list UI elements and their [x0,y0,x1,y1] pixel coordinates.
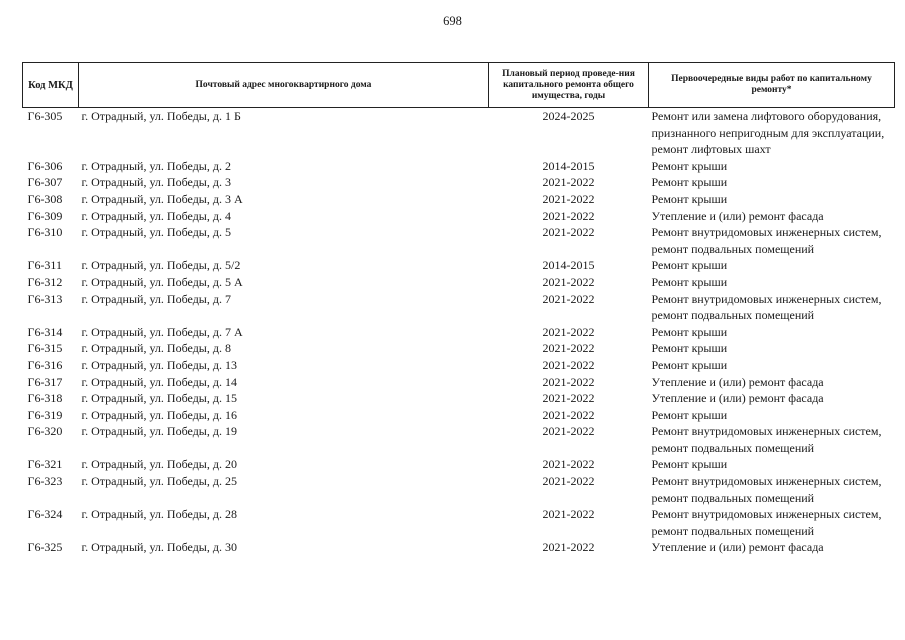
capital-repair-table-container [22,62,894,556]
table-row [23,224,895,257]
row-works: Ремонт внутридомовых инженерных систем, ремонт подвальных помещений [651,291,882,323]
row-code: Г6-310 [27,225,63,240]
table-row [23,423,895,456]
row-code: Г6-306 [27,158,63,173]
row-address: г. Отрадный, ул. Победы, д. 3 А [81,191,243,206]
row-address: г. Отрадный, ул. Победы, д. 8 [81,341,231,356]
row-period: 2024-2025 [542,109,595,123]
row-period: 2014-2015 [542,158,595,173]
table-row [23,390,895,407]
row-code: Г6-313 [27,291,63,306]
row-works: Ремонт или замена лифтового оборудования, признанного непригодным для эксплуатации, ремонт лифтовых шахт [651,109,885,157]
row-address: г. Отрадный, ул. Победы, д. 3 [81,175,231,190]
capital-repair-table [22,62,895,556]
row-period: 2014-2015 [542,258,595,273]
row-period: 2021-2022 [542,407,595,422]
row-address: г. Отрадный, ул. Победы, д. 25 [81,474,237,489]
header-address: Почтовый адрес многоквартирного дома [79,63,489,108]
row-code: Г6-323 [27,474,63,489]
row-works: Ремонт крыши [651,158,728,173]
row-works: Ремонт крыши [651,407,728,422]
row-period: 2021-2022 [542,175,595,190]
row-address: г. Отрадный, ул. Победы, д. 4 [81,208,231,223]
table-row [23,407,895,424]
row-address: г. Отрадный, ул. Победы, д. 5/2 [81,258,241,273]
row-address: г. Отрадный, ул. Победы, д. 5 [81,225,231,240]
row-period: 2021-2022 [542,540,595,555]
row-works: Ремонт внутридомовых инженерных систем, ремонт подвальных помещений [651,474,882,505]
table-row [23,473,895,506]
row-works: Ремонт внутридомовых инженерных систем, ремонт подвальных помещений [651,424,882,455]
row-code: Г6-319 [27,407,63,422]
table-row [23,257,895,274]
row-period: 2021-2022 [542,374,595,389]
row-period: 2021-2022 [542,507,595,522]
row-code: Г6-316 [27,357,63,372]
row-works: Ремонт крыши [651,341,728,356]
row-period: 2021-2022 [542,424,595,439]
row-address: г. Отрадный, ул. Победы, д. 7 А [81,324,243,339]
table-row [23,174,895,191]
row-works: Ремонт крыши [651,457,728,472]
row-code: Г6-324 [27,507,63,522]
table-row [23,539,895,556]
table-row [23,456,895,473]
row-code: Г6-317 [27,374,63,389]
row-works: Ремонт крыши [651,175,728,190]
row-address: г. Отрадный, ул. Победы, д. 7 [81,291,231,306]
row-code: Г6-308 [27,191,63,206]
table-row [23,506,895,539]
header-row [23,63,895,108]
row-works: Ремонт крыши [651,191,728,206]
row-address: г. Отрадный, ул. Победы, д. 13 [81,357,237,372]
row-code: Г6-314 [27,324,63,339]
table-header [23,63,895,108]
row-works: Утепление и (или) ремонт фасада [651,374,824,389]
row-code: Г6-318 [27,391,63,406]
table-body [23,108,895,557]
row-code: Г6-307 [27,175,63,190]
header-code: Код МКД [23,63,79,108]
row-code: Г6-311 [27,258,62,273]
row-address: г. Отрадный, ул. Победы, д. 20 [81,457,237,472]
row-works: Утепление и (или) ремонт фасада [651,540,824,555]
table-row [23,208,895,225]
table-row [23,374,895,391]
row-address: г. Отрадный, ул. Победы, д. 14 [81,374,237,389]
row-works: Ремонт крыши [651,324,728,339]
row-period: 2021-2022 [542,474,595,489]
row-works: Ремонт крыши [651,357,728,372]
row-period: 2021-2022 [542,225,595,240]
row-code: Г6-321 [27,457,63,472]
row-address: г. Отрадный, ул. Победы, д. 1 Б [81,109,241,123]
row-period: 2021-2022 [542,357,595,372]
row-code: Г6-325 [27,540,63,555]
row-address: г. Отрадный, ул. Победы, д. 19 [81,424,237,439]
table-row [23,158,895,175]
row-works: Утепление и (или) ремонт фасада [651,208,824,223]
row-code: Г6-305 [27,109,63,123]
row-address: г. Отрадный, ул. Победы, д. 16 [81,407,237,422]
row-period: 2021-2022 [542,391,595,406]
row-works: Ремонт внутридомовых инженерных систем, ремонт подвальных помещений [651,225,882,256]
row-works: Ремонт крыши [651,258,728,273]
row-period: 2021-2022 [542,208,595,223]
header-period: Плановый период проведе-ния капитального ремонта общего имущества, годы [489,63,649,108]
table-row [23,274,895,291]
row-period: 2021-2022 [542,274,595,289]
row-period: 2021-2022 [542,324,595,339]
row-period: 2021-2022 [542,291,595,306]
row-works: Утепление и (или) ремонт фасада [651,391,824,406]
row-period: 2021-2022 [542,191,595,206]
row-code: Г6-315 [27,341,63,356]
table-row [23,291,895,324]
row-address: г. Отрадный, ул. Победы, д. 5 А [81,274,243,289]
page-number: 698 [443,14,462,28]
row-period: 2021-2022 [542,341,595,356]
row-address: г. Отрадный, ул. Победы, д. 15 [81,391,237,406]
table-row [23,324,895,341]
row-code: Г6-309 [27,208,63,223]
row-address: г. Отрадный, ул. Победы, д. 2 [81,158,231,173]
row-address: г. Отрадный, ул. Победы, д. 30 [81,540,237,555]
row-code: Г6-320 [27,424,63,439]
table-row [23,357,895,374]
table-row [23,340,895,357]
row-period: 2021-2022 [542,457,595,472]
table-row [23,191,895,208]
table-row [23,108,895,158]
row-works: Ремонт внутридомовых инженерных систем, ремонт подвальных помещений [651,507,882,538]
row-code: Г6-312 [27,274,63,289]
row-address: г. Отрадный, ул. Победы, д. 28 [81,507,237,522]
row-works: Ремонт крыши [651,274,728,289]
header-works: Первоочередные виды работ по капитальному ремонту* [649,63,895,108]
